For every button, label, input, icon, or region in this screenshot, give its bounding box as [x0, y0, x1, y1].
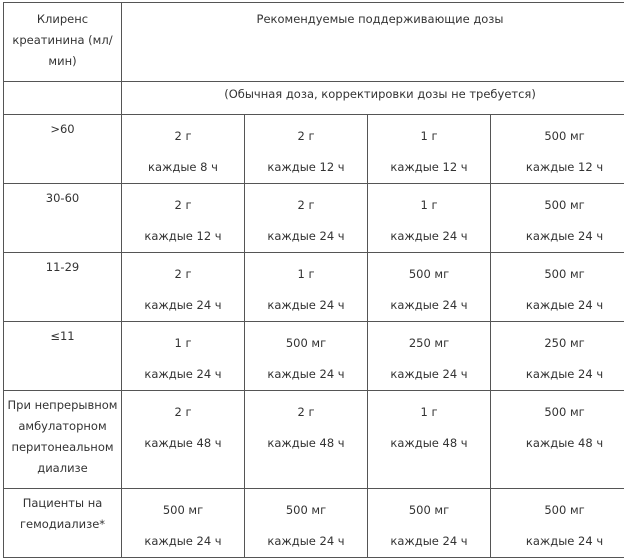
dose-cell [491, 253, 624, 322]
dose-cell [245, 322, 368, 391]
dose-cell [122, 391, 245, 489]
dose-cell [122, 322, 245, 391]
dose-interval: каждые 12 ч [368, 152, 490, 183]
dose-cell [491, 489, 624, 558]
dose-amount: 2 г [122, 190, 244, 221]
dose-cell [245, 391, 368, 489]
dose-amount: 500 мг [491, 190, 624, 221]
dose-amount: 1 г [368, 121, 490, 152]
dose-amount: 1 г [368, 190, 490, 221]
dose-interval: каждые 12 ч [491, 152, 624, 183]
dose-interval: каждые 24 ч [491, 526, 624, 557]
doses-header: Рекомендуемые поддерживающие дозы [122, 3, 624, 82]
clearance-cell: 30-60 [4, 184, 122, 253]
dose-interval: каждые 8 ч [122, 152, 244, 183]
dose-cell [491, 391, 624, 489]
dose-interval: каждые 48 ч [491, 428, 624, 459]
clearance-cell: При непрерывном амбулаторном перитонеальном диализе [4, 391, 122, 489]
dose-amount: 2 г [245, 190, 367, 221]
dose-cell [368, 489, 491, 558]
clearance-cell: >60 [4, 115, 122, 184]
dose-amount: 500 мг [368, 259, 490, 290]
dose-amount: 250 мг [368, 328, 490, 359]
dose-cell [245, 115, 368, 184]
dose-cell [245, 489, 368, 558]
dose-cell [368, 253, 491, 322]
dose-interval: каждые 24 ч [368, 526, 490, 557]
clearance-cell: 11-29 [4, 253, 122, 322]
dose-cell [245, 253, 368, 322]
dose-cell [122, 115, 245, 184]
dose-amount: 250 мг [491, 328, 624, 359]
dose-amount: 1 г [368, 397, 490, 428]
dose-cell [491, 184, 624, 253]
dose-interval: каждые 24 ч [245, 290, 367, 321]
dose-interval: каждые 48 ч [245, 428, 367, 459]
clearance-cell: Пациенты на гемодиализе* [4, 489, 122, 558]
dose-interval: каждые 24 ч [245, 359, 367, 390]
dose-amount: 2 г [122, 259, 244, 290]
dose-amount: 500 мг [491, 121, 624, 152]
dose-amount: 500 мг [491, 397, 624, 428]
dose-interval: каждые 24 ч [368, 359, 490, 390]
dose-interval: каждые 24 ч [491, 221, 624, 252]
dose-cell [368, 184, 491, 253]
dose-interval: каждые 24 ч [122, 526, 244, 557]
dose-amount: 500 мг [368, 495, 490, 526]
dose-amount: 500 мг [491, 495, 624, 526]
dose-amount: 2 г [122, 397, 244, 428]
table-row [4, 322, 624, 391]
dose-interval: каждые 24 ч [122, 359, 244, 390]
dose-interval: каждые 24 ч [491, 290, 624, 321]
dose-interval: каждые 24 ч [245, 526, 367, 557]
dosage-table [3, 2, 624, 558]
subheader-row [4, 82, 624, 115]
subheader-empty-cell [4, 82, 122, 115]
dose-interval: каждые 12 ч [122, 221, 244, 252]
dose-cell [245, 184, 368, 253]
dose-interval: каждые 24 ч [122, 290, 244, 321]
dose-amount: 2 г [122, 121, 244, 152]
table-row [4, 253, 624, 322]
table-row [4, 115, 624, 184]
dose-cell [491, 322, 624, 391]
dose-amount: 500 мг [122, 495, 244, 526]
dose-interval: каждые 12 ч [245, 152, 367, 183]
dose-interval: каждые 48 ч [368, 428, 490, 459]
dose-amount: 500 мг [491, 259, 624, 290]
dose-interval: каждые 24 ч [368, 290, 490, 321]
dose-amount: 500 мг [245, 495, 367, 526]
dose-amount: 2 г [245, 397, 367, 428]
table-row [4, 391, 624, 489]
dose-amount: 1 г [245, 259, 367, 290]
dose-amount: 1 г [122, 328, 244, 359]
clearance-header: Клиренс креатинина (мл/мин) [4, 3, 122, 82]
table-row [4, 184, 624, 253]
dose-interval: каждые 24 ч [245, 221, 367, 252]
dose-amount: 500 мг [245, 328, 367, 359]
dose-cell [368, 391, 491, 489]
dose-interval: каждые 48 ч [122, 428, 244, 459]
dose-cell [368, 322, 491, 391]
dose-interval: каждые 24 ч [368, 221, 490, 252]
dose-interval: каждые 24 ч [491, 359, 624, 390]
dose-cell [491, 115, 624, 184]
clearance-cell: ≤11 [4, 322, 122, 391]
dose-amount: 2 г [245, 121, 367, 152]
normal-dose-note: (Обычная доза, корректировки дозы не требуется) [122, 82, 624, 115]
dose-cell [368, 115, 491, 184]
dose-cell [122, 253, 245, 322]
table-row [4, 489, 624, 558]
header-row [4, 3, 624, 82]
dose-cell [122, 489, 245, 558]
dose-cell [122, 184, 245, 253]
